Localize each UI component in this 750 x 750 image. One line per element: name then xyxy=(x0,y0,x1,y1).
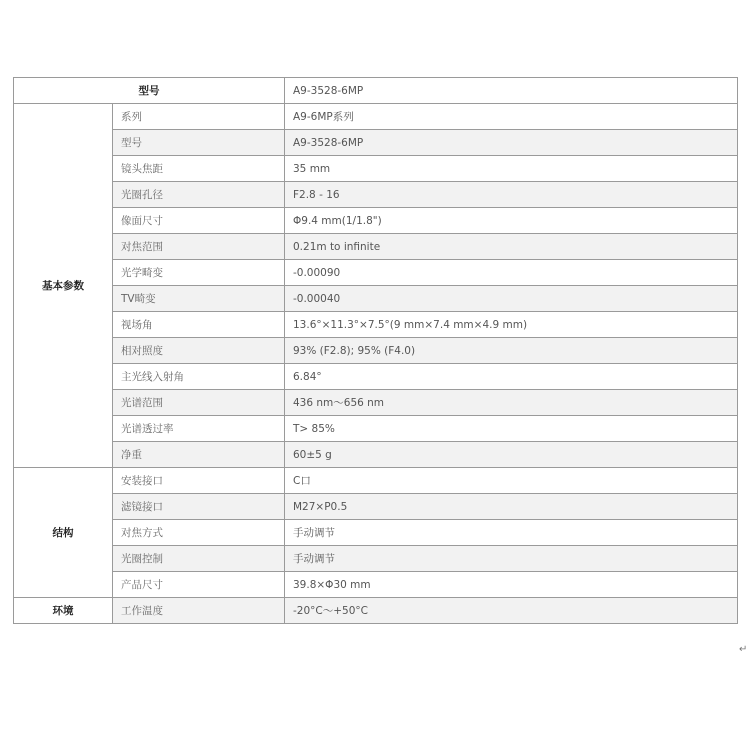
table-row xyxy=(14,572,738,598)
row-value: 手动调节 xyxy=(285,520,738,546)
row-value: -0.00090 xyxy=(285,260,738,286)
table-row xyxy=(14,234,738,260)
row-value: 60±5 g xyxy=(285,442,738,468)
table-row xyxy=(14,130,738,156)
table-row xyxy=(14,520,738,546)
group-name: 基本参数 xyxy=(14,104,113,468)
row-value: F2.8 - 16 xyxy=(285,182,738,208)
table-row xyxy=(14,494,738,520)
row-label: 对焦方式 xyxy=(113,520,285,546)
row-value: 手动调节 xyxy=(285,546,738,572)
row-value: -20°C～+50°C xyxy=(285,598,738,624)
row-value: A9-3528-6MP xyxy=(285,130,738,156)
row-label: 系列 xyxy=(113,104,285,130)
table-header-row xyxy=(14,78,738,104)
row-label: 镜头焦距 xyxy=(113,156,285,182)
row-value: 0.21m to infinite xyxy=(285,234,738,260)
table-row xyxy=(14,208,738,234)
row-value: 35 mm xyxy=(285,156,738,182)
row-label: 光圈控制 xyxy=(113,546,285,572)
table-row xyxy=(14,104,738,130)
table-row xyxy=(14,546,738,572)
row-label: 光圈孔径 xyxy=(113,182,285,208)
table-row xyxy=(14,598,738,624)
row-value: 39.8×Φ30 mm xyxy=(285,572,738,598)
row-label: 安装接口 xyxy=(113,468,285,494)
header-label: 型号 xyxy=(14,78,285,104)
row-value: 93% (F2.8); 95% (F4.0) xyxy=(285,338,738,364)
table-row xyxy=(14,442,738,468)
row-value: -0.00040 xyxy=(285,286,738,312)
row-label: 工作温度 xyxy=(113,598,285,624)
row-value: C口 xyxy=(285,468,738,494)
table-row xyxy=(14,416,738,442)
group-name: 结构 xyxy=(14,468,113,598)
table-row xyxy=(14,260,738,286)
row-label: 型号 xyxy=(113,130,285,156)
row-label: TV畸变 xyxy=(113,286,285,312)
table-row xyxy=(14,390,738,416)
row-label: 净重 xyxy=(113,442,285,468)
row-label: 对焦范围 xyxy=(113,234,285,260)
return-arrow-icon: ↵ xyxy=(739,644,748,655)
table-row xyxy=(14,156,738,182)
row-label: 像面尺寸 xyxy=(113,208,285,234)
row-label: 主光线入射角 xyxy=(113,364,285,390)
table-row xyxy=(14,338,738,364)
spec-table-body xyxy=(14,78,738,624)
group-name: 环境 xyxy=(14,598,113,624)
row-label: 光谱范围 xyxy=(113,390,285,416)
table-row xyxy=(14,182,738,208)
row-label: 视场角 xyxy=(113,312,285,338)
table-row xyxy=(14,312,738,338)
row-label: 产品尺寸 xyxy=(113,572,285,598)
header-value: A9-3528-6MP xyxy=(285,78,738,104)
row-value: 13.6°×11.3°×7.5°(9 mm×7.4 mm×4.9 mm) xyxy=(285,312,738,338)
table-row xyxy=(14,468,738,494)
table-row xyxy=(14,364,738,390)
row-value: M27×P0.5 xyxy=(285,494,738,520)
row-label: 相对照度 xyxy=(113,338,285,364)
table-row xyxy=(14,286,738,312)
row-value: T> 85% xyxy=(285,416,738,442)
row-value: 436 nm～656 nm xyxy=(285,390,738,416)
row-value: 6.84° xyxy=(285,364,738,390)
row-label: 滤镜接口 xyxy=(113,494,285,520)
row-label: 光谱透过率 xyxy=(113,416,285,442)
spec-table xyxy=(13,77,738,624)
row-value: A9-6MP系列 xyxy=(285,104,738,130)
row-label: 光学畸变 xyxy=(113,260,285,286)
row-value: Φ9.4 mm(1/1.8") xyxy=(285,208,738,234)
